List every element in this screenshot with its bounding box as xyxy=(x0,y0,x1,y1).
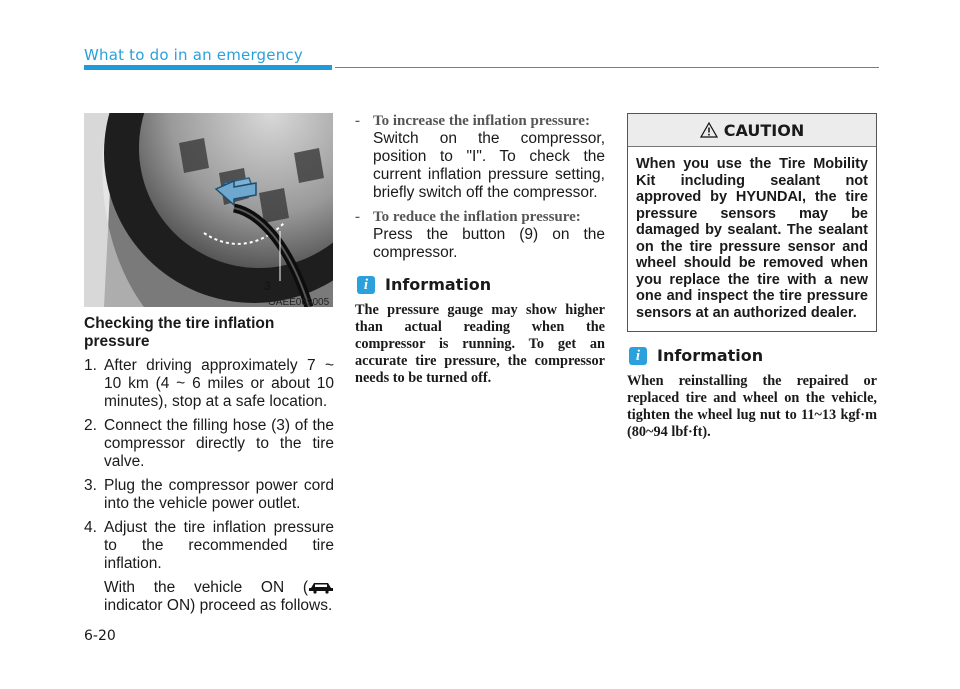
dash-heading xyxy=(355,112,605,130)
step-number: 3. xyxy=(84,477,97,494)
information-body: When reinstalling the repaired or replaced tire and wheel on the vehicle, tighten the wheel lug nut to 11~13 kgf·m (80~94 lbf·ft). xyxy=(627,373,877,440)
caution-title: CAUTION xyxy=(723,120,805,140)
dash-heading-text: To increase the inflation pressure: xyxy=(373,113,590,129)
vehicle-indicator-icon xyxy=(308,580,334,594)
dash-heading-text: To reduce the inflation pressure: xyxy=(373,209,581,225)
step-text: Adjust the tire inflation pressure to the recommended tire inflation. xyxy=(104,519,334,572)
section-title: What to do in an emergency xyxy=(84,46,303,64)
information-body: The pressure gauge may show higher than actual reading when the compressor is running. To get an accurate tire pressure, the compressor needs to be turned off. xyxy=(355,302,605,386)
step-text: Plug the compressor power cord into the vehicle power outlet. xyxy=(104,477,334,512)
step-text: After driving approximately 7 ~ 10 km (4 ~ 6 miles or about 10 minutes), stop at a safe location. xyxy=(104,357,334,410)
column-1 xyxy=(84,315,334,615)
figure-callout-number: 3 xyxy=(264,279,271,293)
note-text-after: indicator ON) proceed as follows. xyxy=(104,597,333,614)
warning-triangle-icon xyxy=(700,122,718,138)
header-rule xyxy=(335,67,879,68)
info-icon: i xyxy=(357,276,375,294)
information-heading xyxy=(355,276,605,294)
step-number: 2. xyxy=(84,417,97,434)
page-number: 6-20 xyxy=(84,628,116,644)
dash-marker: - xyxy=(355,209,360,225)
step-item xyxy=(84,477,334,513)
note-text-before: With the vehicle ON ( xyxy=(104,579,308,596)
dash-body: Press the button (9) on the compressor. xyxy=(373,226,605,261)
step-item xyxy=(84,519,334,573)
column-3 xyxy=(627,113,877,441)
vehicle-on-note xyxy=(84,579,334,615)
step-item xyxy=(84,417,334,471)
tire-inflation-photo xyxy=(84,113,333,307)
section-heading: Checking the tire inflation pressure xyxy=(84,315,275,350)
information-heading xyxy=(627,346,877,365)
dash-marker: - xyxy=(355,113,360,129)
caution-body: When you use the Tire Mobility Kit including sealant not approved by HYUNDAI, the tire pressure sensors may be damaged by sealant. The sealant on the tire pressure sensor and wheel should be removed when you replace the tire with a new one and inspect the tire pressure sensors at an authorized dealer. xyxy=(636,156,868,321)
column-2 xyxy=(355,112,605,387)
step-item xyxy=(84,357,334,411)
caution-box xyxy=(627,113,877,332)
step-number: 4. xyxy=(84,519,97,536)
caution-header xyxy=(628,114,876,147)
dash-heading xyxy=(355,208,605,226)
step-text: Connect the filling hose (3) of the compressor directly to the tire valve. xyxy=(104,417,334,470)
step-number: 1. xyxy=(84,357,97,374)
figure-code: OAEE069005 xyxy=(268,297,330,308)
information-title: Information xyxy=(657,346,764,365)
dash-body: Switch on the compressor, position to "I". To check the current inflation pressure setting, briefly switch off the compressor. xyxy=(373,130,605,201)
header-accent-bar xyxy=(84,65,332,70)
information-title: Information xyxy=(385,275,492,294)
info-icon: i xyxy=(629,347,647,365)
